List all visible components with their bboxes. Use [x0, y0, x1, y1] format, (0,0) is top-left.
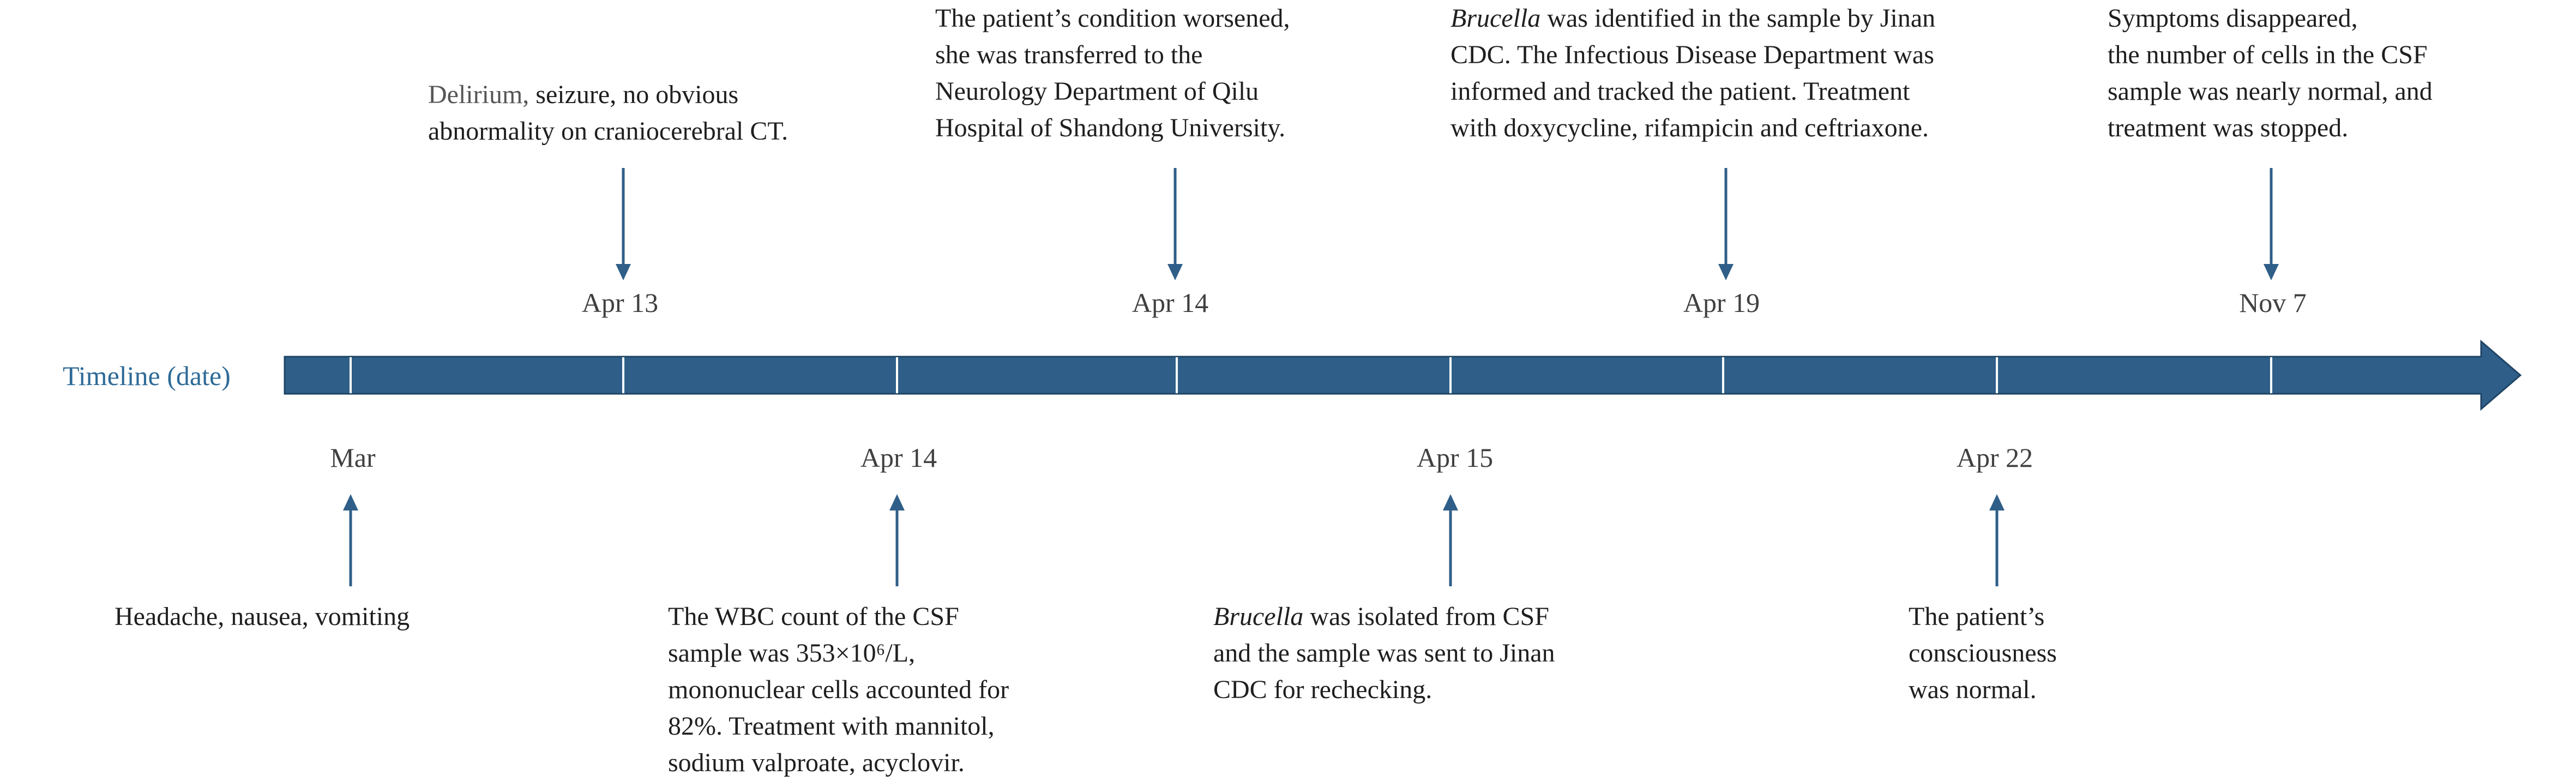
top-date-2: Apr 14	[1131, 287, 1209, 318]
bottom-event-4-text: The patient’s consciousness was normal.	[1909, 602, 2057, 704]
bottom-event-3-rest: was isolated from CSF and the sample was sent to Jinan CDC for rechecking.	[1213, 602, 1555, 704]
timeline-arrow-bar	[285, 341, 2520, 409]
top-event-1-text	[428, 76, 788, 149]
bottom-date-1: Mar	[330, 442, 376, 473]
bottom-date-2: Apr 14	[860, 442, 937, 473]
bottom-event-3-arrow	[1443, 494, 1458, 586]
top-date-1: Apr 13	[581, 287, 659, 318]
top-event-3-rest: was identified in the sample by Jinan CDC. The Infectious Disease Department was informed and tracked the patient. Treatment with doxycycline, rifampicin and ceftriaxone.	[1450, 4, 1936, 142]
top-event-2-arrow	[1167, 168, 1183, 280]
top-event-3-text	[1450, 0, 1935, 146]
top-event-1-arrow	[616, 168, 631, 280]
bottom-date-3: Apr 15	[1416, 442, 1494, 473]
top-event-1-rest: seizure, no obvious abnormality on craniocerebral CT.	[428, 80, 789, 146]
top-event-3-arrow	[1718, 168, 1734, 280]
bottom-event-3-organism: Brucella	[1213, 602, 1304, 631]
top-event-4-text: Symptoms disappeared, the number of cells in the CSF sample was nearly normal, and treatment was stopped.	[2108, 4, 2433, 142]
top-date-3: Apr 19	[1683, 287, 1760, 318]
timeline-label: Timeline (date)	[63, 361, 231, 391]
top-event-4-arrow	[2264, 168, 2279, 280]
bottom-event-1-arrow	[343, 494, 358, 586]
top-event-1-lead: Delirium,	[428, 80, 529, 109]
bottom-date-4: Apr 22	[1956, 442, 2033, 473]
top-date-4: Nov 7	[2239, 287, 2307, 318]
bottom-event-4-arrow	[1989, 494, 2005, 586]
bottom-event-2-text: The WBC count of the CSF sample was 353×10⁶/L, mononuclear cells accounted for 82%. Treatment with mannitol, sodium valproate, acyclovir.	[668, 602, 1009, 777]
top-event-2-text: The patient’s condition worsened, she was transferred to the Neurology Department of Qilu Hospital of Shandong University.	[935, 4, 1290, 142]
bottom-event-3-text	[1213, 598, 1555, 708]
bottom-event-2-arrow	[889, 494, 905, 586]
top-event-3-organism: Brucella	[1450, 4, 1541, 33]
bottom-event-1-text: Headache, nausea, vomiting	[115, 602, 410, 631]
